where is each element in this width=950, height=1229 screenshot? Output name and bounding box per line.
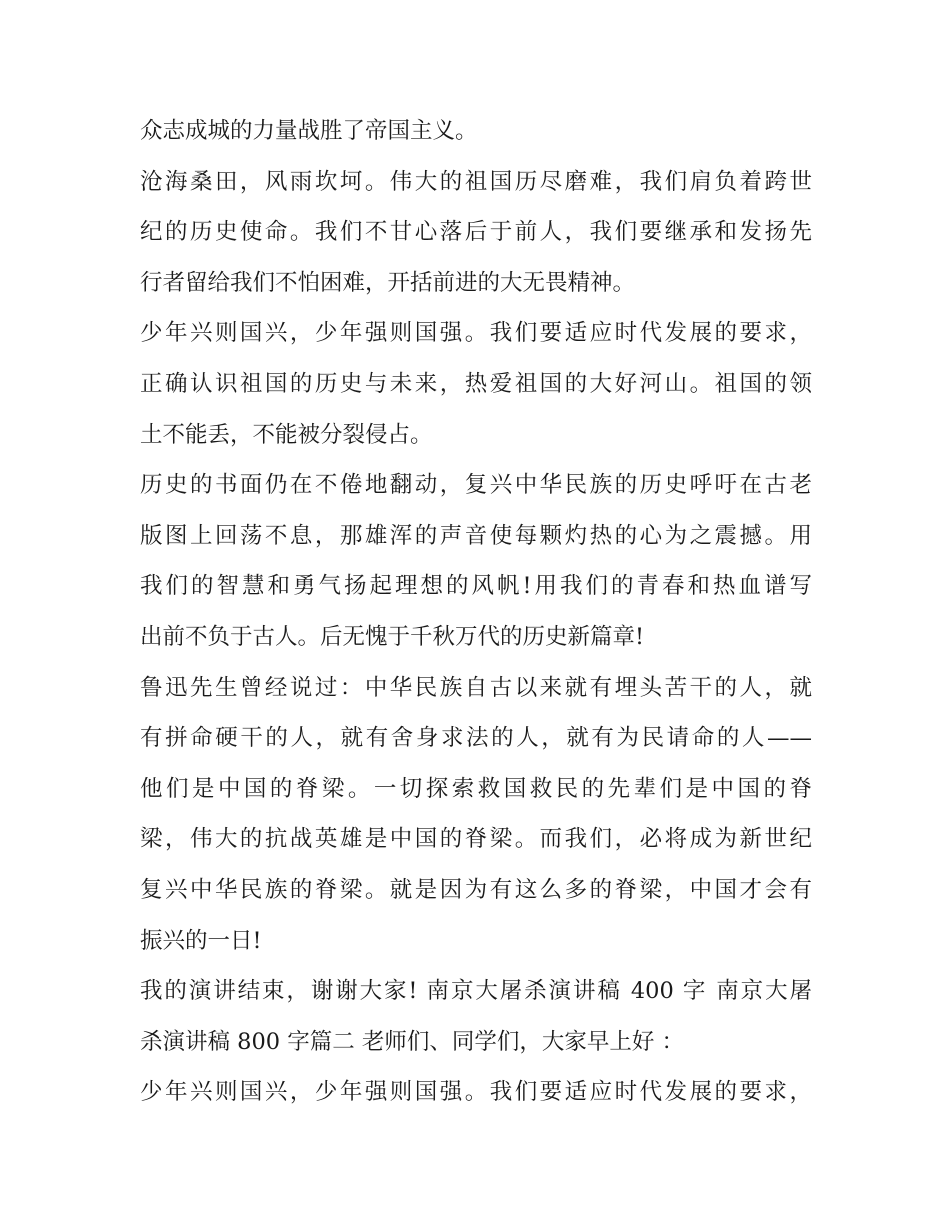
text-line: 复兴中华民族的脊梁。就是因为有这么多的脊梁，中国才会有 [140,876,812,903]
text-line: 版图上回荡不息，那雄浑的声音使每颗灼热的心为之震撼。用 [140,522,812,549]
text-line: 我们的智慧和勇气扬起理想的风帆!用我们的青春和热血谱写 [140,573,812,600]
text-line: 土不能丢，不能被分裂侵占。 [140,421,433,448]
text-line: 有拼命硬干的人，就有舍身求法的人，就有为民请命的人—— [140,725,812,752]
text-line: 出前不负于古人。后无愧于千秋万代的历史新篇章! [140,623,645,650]
text-line: 梁，伟大的抗战英雄是中国的脊梁。而我们，必将成为新世纪 [140,826,812,853]
text-line: 振兴的一日! [140,927,262,954]
text-line: 沧海桑田，风雨坎坷。伟大的祖国历尽磨难，我们肩负着跨世 [140,168,812,195]
text-line: 他们是中国的脊梁。一切探索救国救民的先辈们是中国的脊 [140,775,812,802]
text-line: 众志成城的力量战胜了帝国主义。 [140,118,478,144]
text-line: 行者留给我们不怕困难，开括前进的大无畏精神。 [140,269,636,296]
text-line: 正确认识祖国的历史与未来，热爱祖国的大好河山。祖国的领 [140,370,812,397]
body-text [140,106,812,1118]
text-line: 历史的书面仍在不倦地翻动，复兴中华民族的历史呼吁在古老 [140,472,812,499]
text-line: 少年兴则国兴，少年强则国强。我们要适应时代发展的要求， [140,320,812,347]
text-line: 纪的历史使命。我们不甘心落后于前人，我们要继承和发扬先 [140,219,812,246]
text-line: 我的演讲结束，谢谢大家! 南京大屠杀演讲稿 400 字 南京大屠 [140,978,812,1005]
text-line: 少年兴则国兴，少年强则国强。我们要适应时代发展的要求， [140,1079,812,1106]
text-line: 杀演讲稿 800 字篇二 老师们、同学们，大家早上好 ： [140,1028,685,1055]
text-line: 鲁迅先生曾经说过：中华民族自古以来就有埋头苦干的人，就 [140,674,812,701]
